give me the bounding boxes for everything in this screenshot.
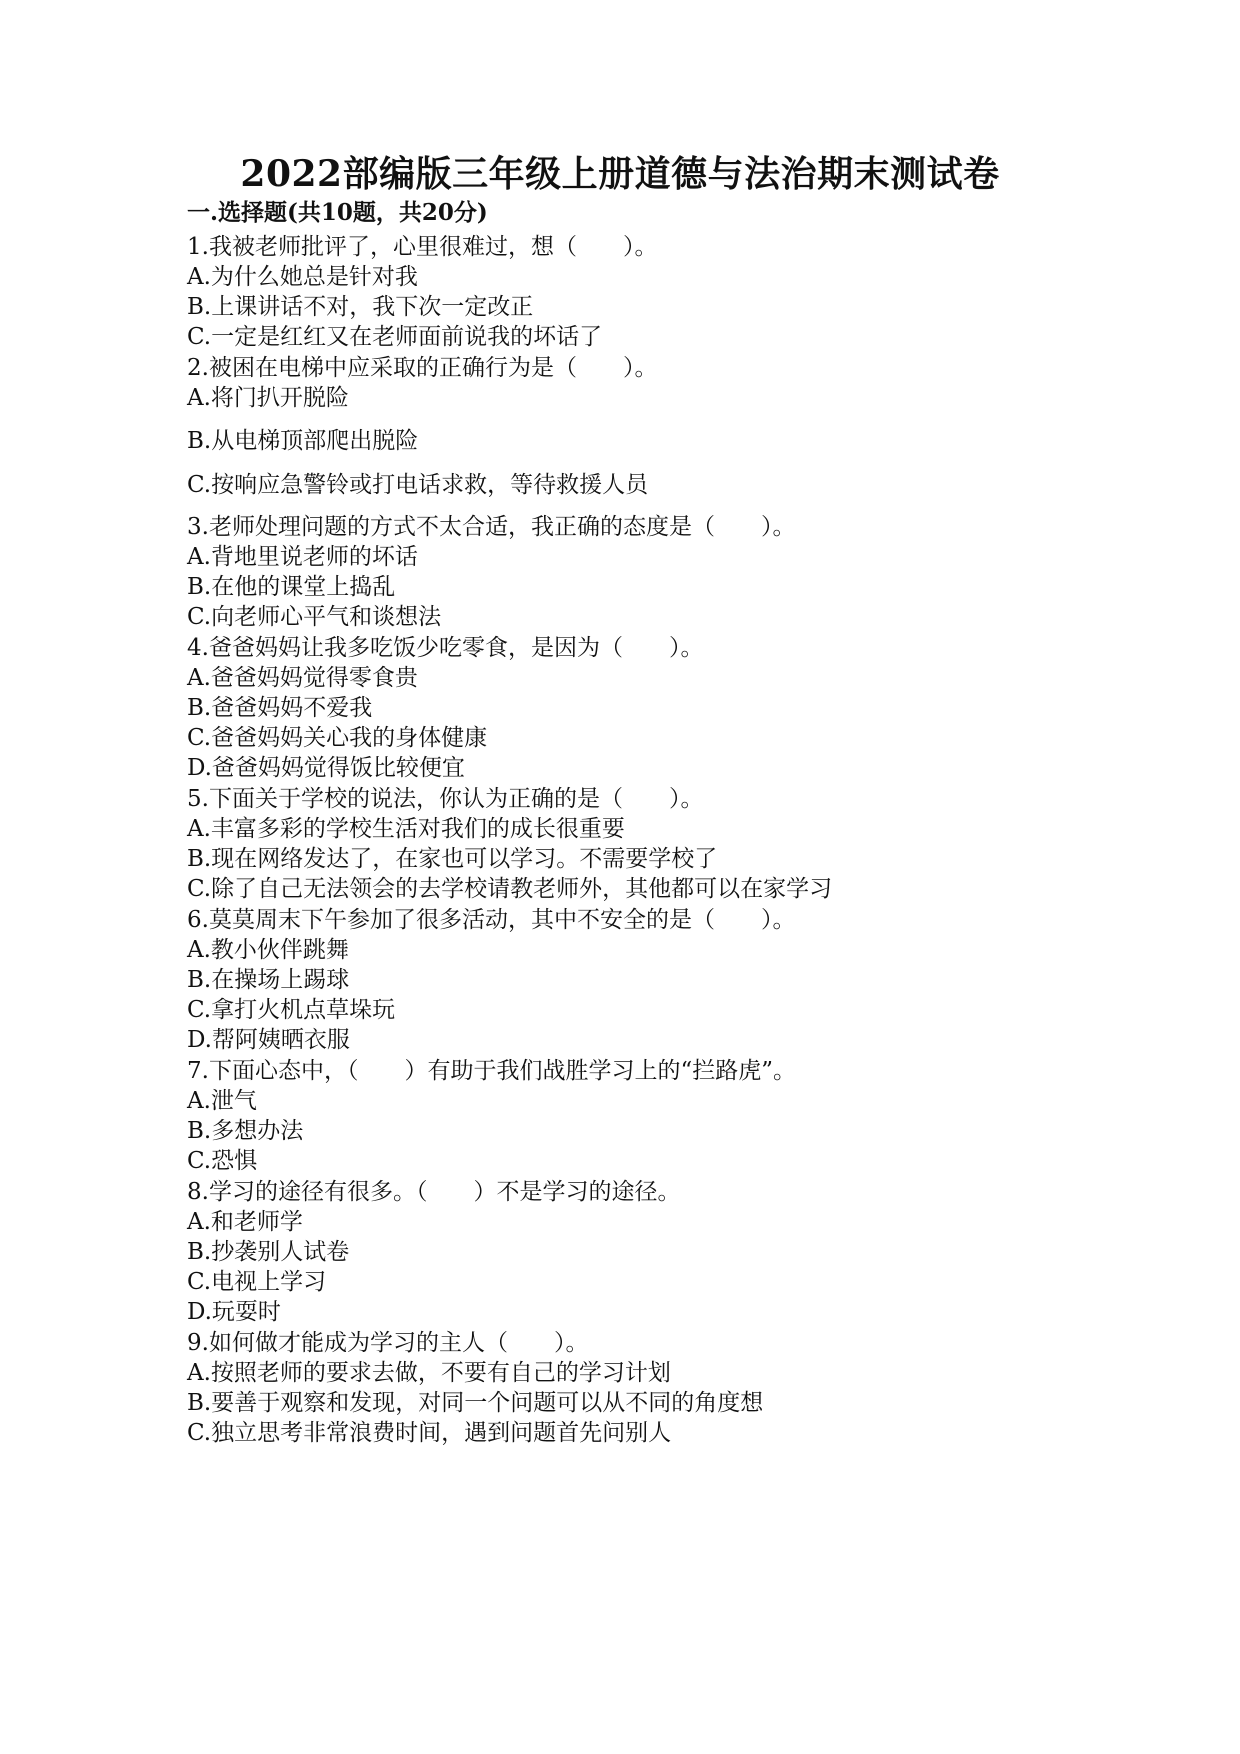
question-stem: 3.老师处理问题的方式不太合适，我正确的态度是（ ）。: [187, 514, 796, 540]
answer-option: B.要善于观察和发现，对同一个问题可以从不同的角度想: [187, 1390, 764, 1416]
answer-option: B.现在网络发达了，在家也可以学习。不需要学校了: [187, 846, 718, 872]
answer-option: A.教小伙伴跳舞: [187, 937, 349, 963]
question-stem: 7.下面心态中，（ ）有助于我们战胜学习上的“拦路虎”。: [187, 1058, 796, 1084]
answer-option: C.独立思考非常浪费时间，遇到问题首先问别人: [187, 1420, 672, 1446]
answer-option: C.爸爸妈妈关心我的身体健康: [187, 725, 488, 751]
answer-option: C.电视上学习: [187, 1269, 327, 1295]
question-stem: 4.爸爸妈妈让我多吃饭少吃零食，是因为（ ）。: [187, 635, 704, 661]
question-stem: 9.如何做才能成为学习的主人（ ）。: [187, 1330, 589, 1356]
answer-option: A.按照老师的要求去做，不要有自己的学习计划: [187, 1360, 671, 1386]
question-stem: 6.莫莫周末下午参加了很多活动，其中不安全的是（ ）。: [187, 907, 796, 933]
answer-option: C.拿打火机点草垛玩: [187, 997, 396, 1023]
answer-option: A.和老师学: [187, 1209, 303, 1235]
question-stem: 5.下面关于学校的说法，你认为正确的是（ ）。: [187, 786, 704, 812]
answer-option: A.背地里说老师的坏话: [187, 544, 418, 570]
section-heading: 一.选择题(共10题，共20分): [187, 199, 488, 226]
answer-option: B.上课讲话不对，我下次一定改正: [187, 294, 534, 320]
answer-option: B.从电梯顶部爬出脱险: [187, 428, 419, 454]
answer-option: C.按响应急警铃或打电话求救，等待救援人员: [187, 472, 649, 498]
question-stem: 2.被困在电梯中应采取的正确行为是（ ）。: [187, 355, 658, 381]
answer-option: A.将门扒开脱险: [187, 385, 349, 411]
answer-option: B.在操场上踢球: [187, 967, 350, 993]
answer-option: D.玩耍时: [187, 1299, 281, 1325]
answer-option: C.向老师心平气和谈想法: [187, 604, 442, 630]
answer-option: D.帮阿姨晒衣服: [187, 1027, 350, 1053]
answer-option: B.多想办法: [187, 1118, 304, 1144]
page-title: 2022部编版三年级上册道德与法治期末测试卷: [240, 153, 1000, 195]
answer-option: A.爸爸妈妈觉得零食贵: [187, 665, 418, 691]
question-stem: 8.学习的途径有很多。（ ）不是学习的途径。: [187, 1179, 681, 1205]
answer-option: D.爸爸妈妈觉得饭比较便宜: [187, 755, 465, 781]
answer-option: C.恐惧: [187, 1148, 258, 1174]
answer-option: B.抄袭别人试卷: [187, 1239, 350, 1265]
answer-option: A.为什么她总是针对我: [187, 264, 418, 290]
answer-option: C.一定是红红又在老师面前说我的坏话了: [187, 324, 603, 350]
answer-option: B.在他的课堂上捣乱: [187, 574, 396, 600]
answer-option: C.除了自己无法领会的去学校请教老师外，其他都可以在家学习: [187, 876, 833, 902]
answer-option: A.泄气: [187, 1088, 257, 1114]
answer-option: A.丰富多彩的学校生活对我们的成长很重要: [187, 816, 625, 842]
answer-option: B.爸爸妈妈不爱我: [187, 695, 373, 721]
question-stem: 1.我被老师批评了，心里很难过，想（ ）。: [187, 234, 658, 260]
